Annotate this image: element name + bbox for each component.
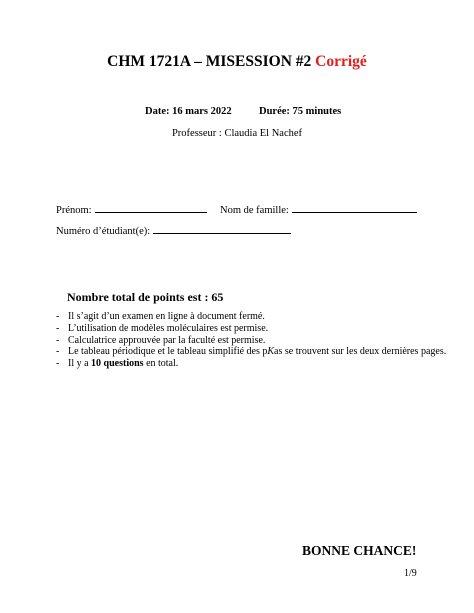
last-name-blank	[292, 203, 417, 213]
list-item: - Le tableau périodique et le tableau simplifié des pKas se trouvent sur les deux dernières pages.	[56, 346, 447, 358]
page-number: 1/9	[404, 568, 417, 579]
exam-title-main: CHM 1721A – MISESSION #2	[107, 53, 316, 70]
total-points-heading: Nombre total de points est : 65	[67, 290, 224, 304]
exam-date: Date: 16 mars 2022	[145, 106, 232, 117]
bullet-dash: -	[56, 311, 60, 322]
bullet-dash: -	[56, 334, 60, 346]
student-id-blank	[153, 224, 291, 234]
list-item: - Calculatrice approuvée par la faculté est permise.	[56, 334, 266, 346]
student-id-field	[56, 224, 291, 237]
last-name-label: Nom de famille:	[220, 205, 289, 216]
first-name-blank	[95, 203, 207, 213]
professor-name: Professeur : Claudia El Nachef	[171, 128, 303, 139]
list-item: - Il y a 10 questions en total.	[56, 358, 179, 370]
bullet-dash: -	[56, 358, 60, 370]
bullet-dash: -	[56, 346, 60, 358]
exam-title-corrige: Corrigé	[315, 53, 367, 70]
first-name-label: Prénom:	[56, 205, 92, 216]
good-luck-text: BONNE CHANCE!	[302, 543, 417, 558]
first-name-field	[56, 203, 207, 216]
list-item: - L’utilisation de modèles moléculaires est permise.	[56, 322, 269, 334]
instructions-list	[56, 311, 446, 370]
exam-title	[0, 53, 474, 71]
bullet-dash: -	[56, 322, 60, 334]
list-item: - Il s’agit d’un examen en ligne à document fermé.	[56, 311, 265, 322]
student-id-label: Numéro d’étudiant(e):	[56, 226, 151, 237]
exam-duration: Durée: 75 minutes	[259, 106, 342, 117]
last-name-field	[220, 203, 417, 216]
